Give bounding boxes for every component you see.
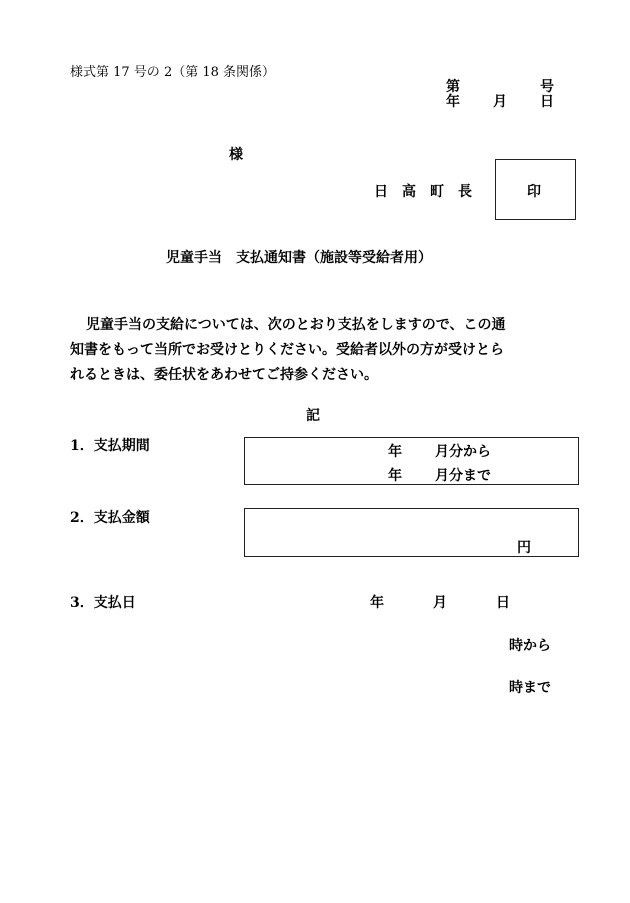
doc-number-go: 号 xyxy=(540,79,554,95)
period-to-year: 年 xyxy=(388,468,402,484)
payment-period-label: 1．支払期間 xyxy=(70,438,150,454)
document-title: 児童手当 支払通知書（施設等受給者用） xyxy=(166,250,432,266)
payment-date-day: 日 xyxy=(496,595,510,611)
period-to-month: 月分まで xyxy=(435,468,491,484)
payment-date-month: 月 xyxy=(433,595,447,611)
ki-heading: 記 xyxy=(306,408,320,424)
issuer-name: 日 高 町 長 xyxy=(374,184,472,200)
doc-date-day: 日 xyxy=(540,94,554,110)
payment-date-year: 年 xyxy=(370,595,384,611)
seal-label: 印 xyxy=(527,184,541,200)
body-line-3: れるときは、委任状をあわせてご持参ください。 xyxy=(70,367,378,383)
amount-unit: 円 xyxy=(517,540,531,556)
seal-box xyxy=(495,159,576,220)
doc-date-year: 年 xyxy=(446,94,460,110)
doc-number-dai: 第 xyxy=(446,79,460,95)
payment-period-box xyxy=(244,437,579,485)
payment-amount-label: 2．支払金額 xyxy=(70,510,150,526)
addressee-suffix: 様 xyxy=(229,147,243,163)
body-line-1: 児童手当の支給については、次のとおり支払をしますので、この通 xyxy=(86,317,506,333)
doc-date-month: 月 xyxy=(493,94,507,110)
payment-time-to: 時まで xyxy=(509,680,551,696)
body-line-2: 知書をもって当所でお受けとりください。受給者以外の方が受けとら xyxy=(70,342,504,358)
form-number: 様式第 17 号の 2（第 18 条関係） xyxy=(70,65,276,80)
period-from-year: 年 xyxy=(388,444,402,460)
payment-date-label: 3．支払日 xyxy=(70,595,136,611)
period-from-month: 月分から xyxy=(435,444,491,460)
payment-amount-box xyxy=(244,508,579,557)
payment-time-from: 時から xyxy=(509,638,551,654)
